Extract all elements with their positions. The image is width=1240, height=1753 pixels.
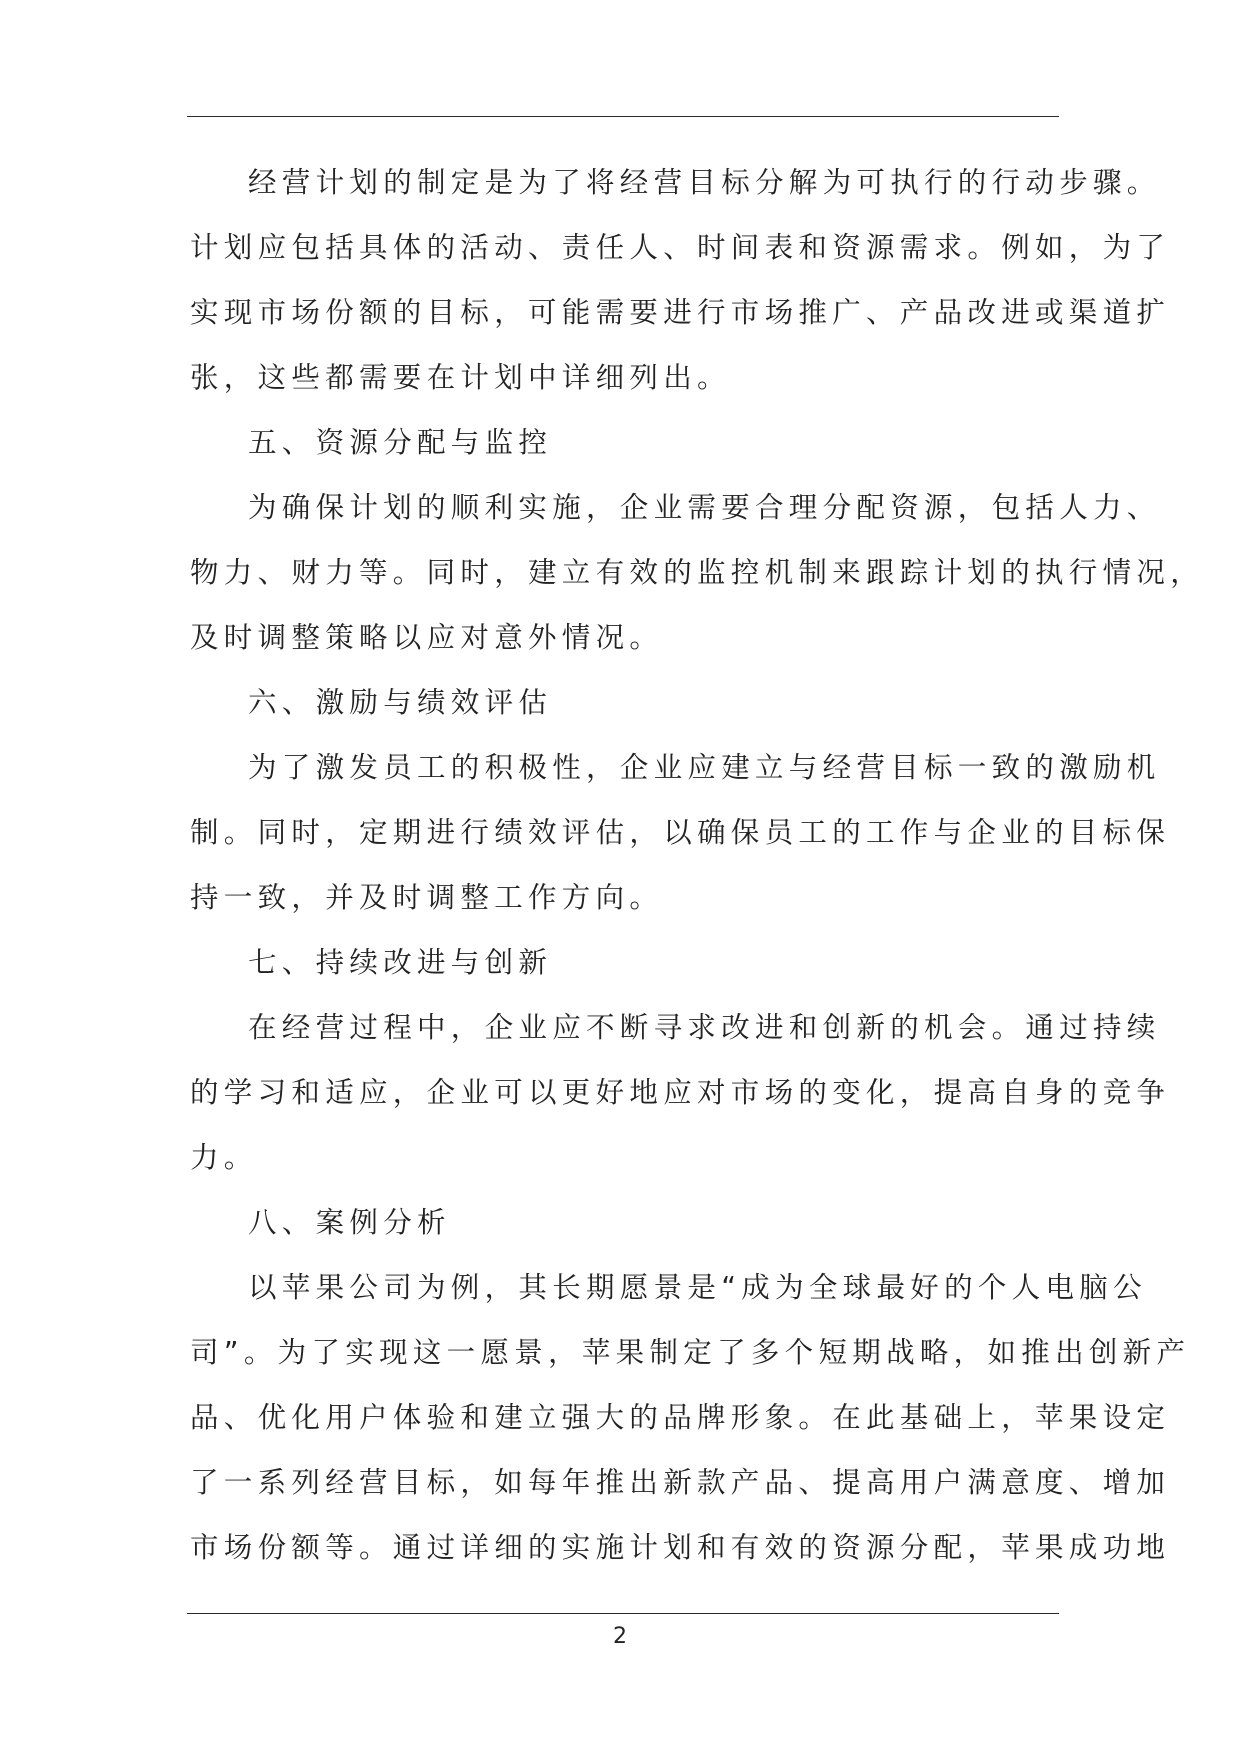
- paragraph-line: 在经营过程中，企业应不断寻求改进和创新的机会。通过持续: [248, 1011, 1161, 1044]
- paragraph-line: 张，这些都需要在计划中详细列出。: [190, 361, 731, 394]
- document-body: [190, 150, 1205, 1580]
- paragraph-line: 为确保计划的顺利实施，企业需要合理分配资源，包括人力、: [248, 491, 1161, 524]
- paragraph-line: 司”。为了实现这一愿景，苹果制定了多个短期战略，如推出创新产: [190, 1336, 1191, 1369]
- section-heading-improvement: 七、持续改进与创新: [248, 946, 553, 979]
- paragraph-line: 实现市场份额的目标，可能需要进行市场推广、产品改进或渠道扩: [190, 296, 1171, 329]
- paragraph-line: 为了激发员工的积极性，企业应建立与经营目标一致的激励机: [248, 751, 1161, 784]
- section-heading-incentives: 六、激励与绩效评估: [248, 686, 553, 719]
- paragraph-line: 了一系列经营目标，如每年推出新款产品、提高用户满意度、增加: [190, 1466, 1171, 1499]
- paragraph-line: 品、优化用户体验和建立强大的品牌形象。在此基础上，苹果设定: [190, 1401, 1171, 1434]
- section-heading-case-study: 八、案例分析: [248, 1206, 451, 1239]
- paragraph-line: 物力、财力等。同时，建立有效的监控机制来跟踪计划的执行情况，: [190, 556, 1205, 589]
- footer-rule: [187, 1613, 1059, 1614]
- page-number: 2: [613, 1624, 627, 1649]
- paragraph-line: 的学习和适应，企业可以更好地应对市场的变化，提高自身的竞争: [190, 1076, 1171, 1109]
- section-heading-resource-allocation: 五、资源分配与监控: [248, 426, 553, 459]
- paragraph-line: 及时调整策略以应对意外情况。: [190, 621, 664, 654]
- paragraph-line: 经营计划的制定是为了将经营目标分解为可执行的行动步骤。: [248, 166, 1161, 199]
- paragraph-line: 以苹果公司为例，其长期愿景是“成为全球最好的个人电脑公: [248, 1271, 1147, 1304]
- paragraph-line: 市场份额等。通过详细的实施计划和有效的资源分配，苹果成功地: [190, 1531, 1171, 1564]
- paragraph-line: 力。: [190, 1141, 258, 1174]
- paragraph-line: 持一致，并及时调整工作方向。: [190, 881, 664, 914]
- paragraph-line: 制。同时，定期进行绩效评估，以确保员工的工作与企业的目标保: [190, 816, 1171, 849]
- header-rule: [187, 116, 1059, 117]
- paragraph-line: 计划应包括具体的活动、责任人、时间表和资源需求。例如，为了: [190, 231, 1171, 264]
